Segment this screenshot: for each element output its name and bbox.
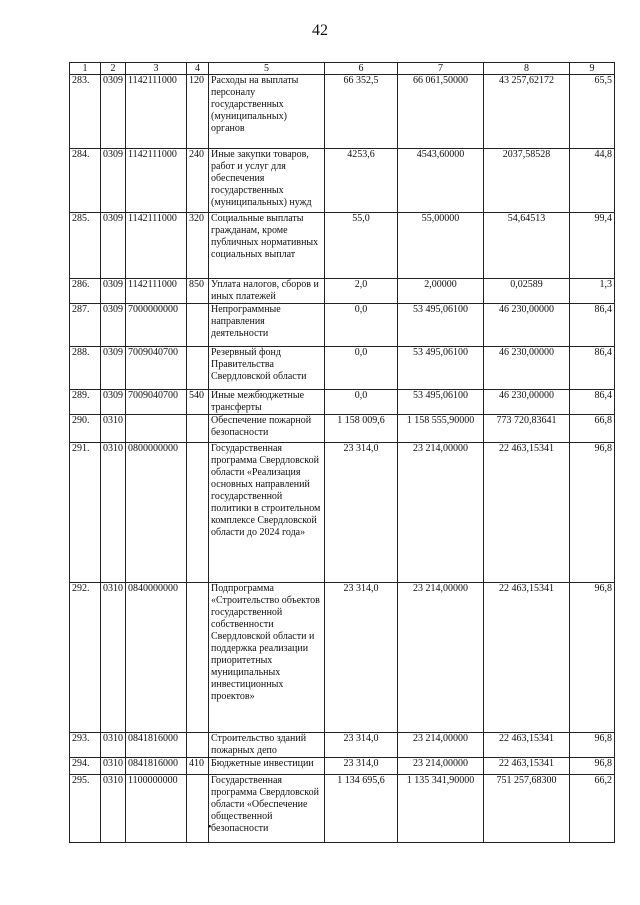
row-number: 286. (70, 279, 101, 304)
executed-amount: 22 463,15341 (484, 443, 570, 583)
expense-name: Социальные выплаты гражданам, кроме публичных нормативных социальных выплат (209, 213, 325, 279)
section-code: 0310 (101, 583, 126, 733)
table-row (70, 149, 615, 213)
execution-percent: 1,3 (570, 279, 615, 304)
executed-amount: 46 230,00000 (484, 347, 570, 390)
refined-amount: 4543,60000 (398, 149, 484, 213)
execution-percent: 66,8 (570, 415, 615, 443)
column-header-6: 6 (325, 63, 398, 75)
executed-amount: 46 230,00000 (484, 390, 570, 415)
executed-amount: 0,02589 (484, 279, 570, 304)
section-code: 0309 (101, 149, 126, 213)
executed-amount: 2037,58528 (484, 149, 570, 213)
table-header-row (70, 63, 615, 75)
executed-amount: 773 720,83641 (484, 415, 570, 443)
expense-type-code: 240 (187, 149, 209, 213)
section-code: 0310 (101, 758, 126, 775)
row-number: 293. (70, 733, 101, 758)
executed-amount: 22 463,15341 (484, 758, 570, 775)
row-number: 292. (70, 583, 101, 733)
execution-percent: 86,4 (570, 347, 615, 390)
expense-type-code: 410 (187, 758, 209, 775)
expense-type-code (187, 415, 209, 443)
expense-type-code (187, 347, 209, 390)
executed-amount: 751 257,68300 (484, 775, 570, 843)
execution-percent: 99,4 (570, 213, 615, 279)
section-code: 0309 (101, 279, 126, 304)
table-body (70, 75, 615, 843)
table-row (70, 390, 615, 415)
planned-amount: 23 314,0 (325, 758, 398, 775)
execution-percent: 86,4 (570, 390, 615, 415)
refined-amount: 1 135 341,90000 (398, 775, 484, 843)
refined-amount: 2,00000 (398, 279, 484, 304)
column-header-7: 7 (398, 63, 484, 75)
planned-amount: 23 314,0 (325, 733, 398, 758)
expense-type-code (187, 304, 209, 347)
refined-amount: 23 214,00000 (398, 583, 484, 733)
row-number: 284. (70, 149, 101, 213)
target-article-code: 0840000000 (126, 583, 187, 733)
row-number: 294. (70, 758, 101, 775)
target-article-code: 0841816000 (126, 733, 187, 758)
planned-amount: 0,0 (325, 390, 398, 415)
expense-type-code (187, 775, 209, 843)
expense-name: Подпрограмма «Строительство объектов государственной собственности Свердловской области и поддержка реализации приоритетных муниципальных инвестиционных проектов» (209, 583, 325, 733)
column-header-4: 4 (187, 63, 209, 75)
refined-amount: 53 495,06100 (398, 304, 484, 347)
executed-amount: 43 257,62172 (484, 75, 570, 149)
section-code: 0310 (101, 733, 126, 758)
section-code: 0310 (101, 775, 126, 843)
expense-type-code: 850 (187, 279, 209, 304)
executed-amount: 46 230,00000 (484, 304, 570, 347)
section-code: 0309 (101, 390, 126, 415)
expense-name: Строительство зданий пожарных депо (209, 733, 325, 758)
refined-amount: 53 495,06100 (398, 390, 484, 415)
section-code: 0309 (101, 75, 126, 149)
execution-percent: 96,8 (570, 733, 615, 758)
expense-name: Бюджетные инвестиции (209, 758, 325, 775)
table-row (70, 443, 615, 583)
planned-amount: 4253,6 (325, 149, 398, 213)
execution-percent: 96,8 (570, 443, 615, 583)
expense-type-code (187, 443, 209, 583)
section-code: 0310 (101, 415, 126, 443)
table-row (70, 75, 615, 149)
expense-name: Обеспечение пожарной безопасности (209, 415, 325, 443)
table-row (70, 733, 615, 758)
target-article-code: 1142111000 (126, 149, 187, 213)
expense-type-code (187, 733, 209, 758)
section-code: 0310 (101, 443, 126, 583)
refined-amount: 23 214,00000 (398, 758, 484, 775)
row-number: 291. (70, 443, 101, 583)
expense-type-code: 320 (187, 213, 209, 279)
execution-percent: 65,5 (570, 75, 615, 149)
table-row (70, 758, 615, 775)
column-header-3: 3 (126, 63, 187, 75)
row-number: 290. (70, 415, 101, 443)
table-row (70, 775, 615, 843)
table-row (70, 304, 615, 347)
row-number: 285. (70, 213, 101, 279)
planned-amount: 0,0 (325, 304, 398, 347)
target-article-code: 1142111000 (126, 213, 187, 279)
section-code: 0309 (101, 213, 126, 279)
planned-amount: 55,0 (325, 213, 398, 279)
stray-mark: • (208, 822, 212, 833)
table-row (70, 347, 615, 390)
target-article-code: 1100000000 (126, 775, 187, 843)
row-number: 288. (70, 347, 101, 390)
planned-amount: 23 314,0 (325, 443, 398, 583)
column-header-9: 9 (570, 63, 615, 75)
refined-amount: 23 214,00000 (398, 733, 484, 758)
target-article-code: 0841816000 (126, 758, 187, 775)
refined-amount: 1 158 555,90000 (398, 415, 484, 443)
planned-amount: 23 314,0 (325, 583, 398, 733)
execution-percent: 66,2 (570, 775, 615, 843)
target-article-code: 7009040700 (126, 347, 187, 390)
expense-name: Государственная программа Свердловской области «Реализация основных направлений государственной политики в строительном комплексе Свердловской области до 2024 года» (209, 443, 325, 583)
expense-name: Расходы на выплаты персоналу государственных (муниципальных) органов (209, 75, 325, 149)
column-header-1: 1 (70, 63, 101, 75)
planned-amount: 2,0 (325, 279, 398, 304)
executed-amount: 22 463,15341 (484, 733, 570, 758)
page-number: 42 (312, 22, 328, 39)
expense-type-code: 120 (187, 75, 209, 149)
row-number: 287. (70, 304, 101, 347)
table-row (70, 279, 615, 304)
planned-amount: 1 134 695,6 (325, 775, 398, 843)
target-article-code (126, 415, 187, 443)
target-article-code: 7009040700 (126, 390, 187, 415)
expense-name: Уплата налогов, сборов и иных платежей (209, 279, 325, 304)
expense-type-code (187, 583, 209, 733)
execution-percent: 96,8 (570, 758, 615, 775)
row-number: 295. (70, 775, 101, 843)
execution-percent: 86,4 (570, 304, 615, 347)
refined-amount: 53 495,06100 (398, 347, 484, 390)
section-code: 0309 (101, 304, 126, 347)
column-header-2: 2 (101, 63, 126, 75)
section-code: 0309 (101, 347, 126, 390)
expense-name: Непрограммные направления деятельности (209, 304, 325, 347)
table-row (70, 415, 615, 443)
row-number: 289. (70, 390, 101, 415)
expense-type-code: 540 (187, 390, 209, 415)
planned-amount: 66 352,5 (325, 75, 398, 149)
execution-percent: 44,8 (570, 149, 615, 213)
table-row (70, 583, 615, 733)
target-article-code: 0800000000 (126, 443, 187, 583)
target-article-code: 1142111000 (126, 279, 187, 304)
expense-name: Иные закупки товаров, работ и услуг для обеспечения государственных (муниципальных) нужд (209, 149, 325, 213)
target-article-code: 1142111000 (126, 75, 187, 149)
column-header-8: 8 (484, 63, 570, 75)
planned-amount: 0,0 (325, 347, 398, 390)
expense-name: Резервный фонд Правительства Свердловской области (209, 347, 325, 390)
planned-amount: 1 158 009,6 (325, 415, 398, 443)
row-number: 283. (70, 75, 101, 149)
execution-percent: 96,8 (570, 583, 615, 733)
executed-amount: 54,64513 (484, 213, 570, 279)
executed-amount: 22 463,15341 (484, 583, 570, 733)
expense-name: Государственная программа Свердловской области «Обеспечение общественной безопасности (209, 775, 325, 843)
refined-amount: 55,00000 (398, 213, 484, 279)
refined-amount: 66 061,50000 (398, 75, 484, 149)
budget-table (69, 62, 615, 843)
expense-name: Иные межбюджетные трансферты (209, 390, 325, 415)
column-header-5: 5 (209, 63, 325, 75)
refined-amount: 23 214,00000 (398, 443, 484, 583)
table-row (70, 213, 615, 279)
target-article-code: 7000000000 (126, 304, 187, 347)
